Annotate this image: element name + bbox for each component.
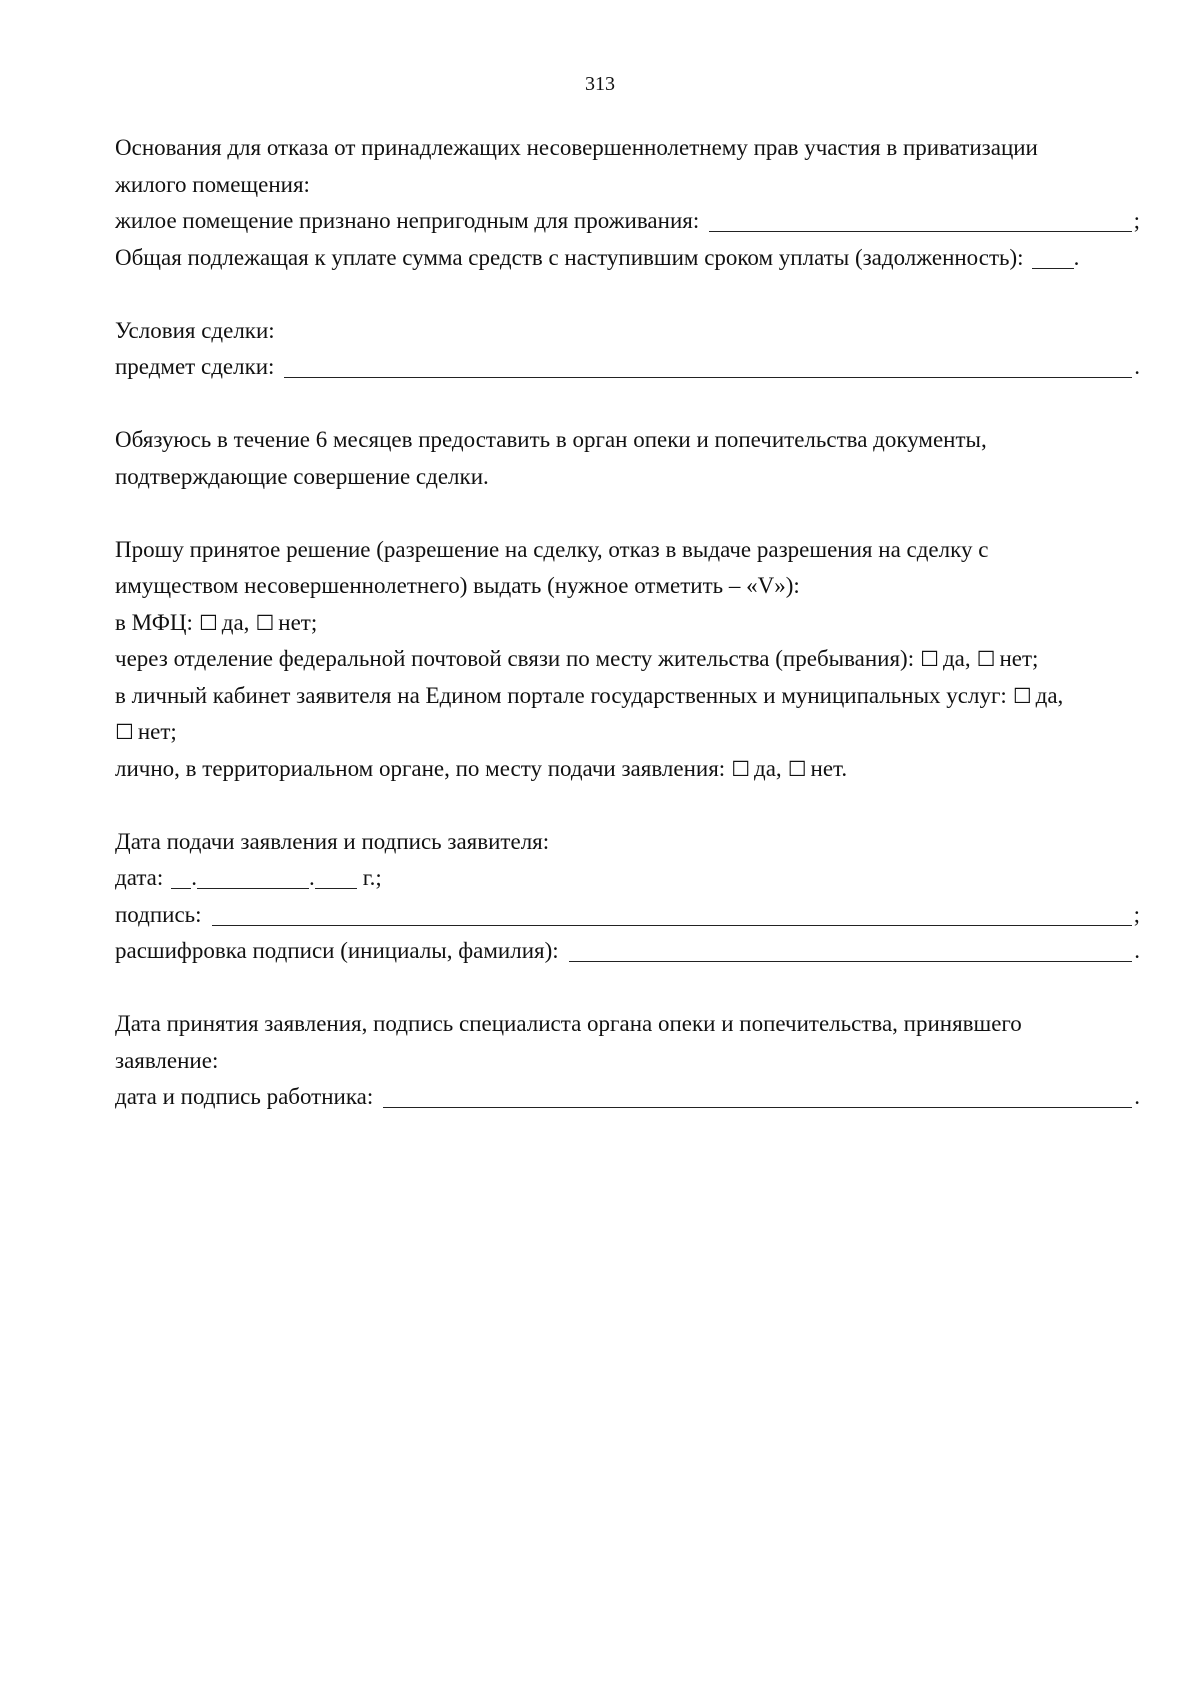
option-no: нет;	[278, 609, 318, 635]
signature-decode-end: .	[1134, 938, 1140, 963]
deal-terms-heading: Условия сделки:	[115, 317, 275, 343]
option-no: нет;	[999, 646, 1039, 671]
signature-label: подпись:	[115, 901, 202, 927]
delivery-option-portal-cont	[115, 714, 1140, 751]
date-row	[115, 860, 1140, 897]
refusal-heading-line2: жилого помещения:	[115, 171, 310, 197]
option-label-personal: лично, в территориальном органе, по месту подачи заявления:	[115, 755, 726, 781]
delivery-request-line1: Прошу принятое решение (разрешение на сделку, отказ в выдаче разрешения на сделку с	[115, 536, 989, 562]
acceptance-heading-line2: заявление:	[115, 1047, 219, 1073]
checkbox-icon[interactable]: ☐	[115, 720, 134, 744]
delivery-option-post	[115, 641, 1140, 678]
checkbox-icon[interactable]: ☐	[731, 756, 751, 781]
checkbox-icon[interactable]: ☐	[1012, 683, 1032, 708]
checkbox-icon[interactable]: ☐	[787, 756, 807, 781]
date-dot: .	[191, 865, 197, 890]
unfit-housing-field[interactable]	[709, 209, 1131, 232]
deal-subject-row	[115, 349, 1140, 386]
debt-end: .	[1073, 244, 1080, 270]
deal-subject-label: предмет сделки:	[115, 354, 275, 379]
option-label-mfc: в МФЦ:	[115, 609, 193, 635]
signature-decode-label: расшифровка подписи (инициалы, фамилия):	[115, 938, 559, 963]
worker-sign-field[interactable]	[383, 1085, 1132, 1108]
date-suffix: г.;	[362, 865, 382, 890]
date-dot: .	[309, 865, 315, 890]
option-yes: да,	[1035, 682, 1064, 708]
form-content	[115, 130, 1140, 1116]
option-yes: да,	[754, 755, 782, 781]
debt-field[interactable]	[1032, 246, 1074, 269]
date-day-field[interactable]	[171, 866, 191, 889]
obligation-line2: подтверждающие совершение сделки.	[115, 463, 489, 489]
signature-decode-field[interactable]	[569, 939, 1133, 962]
unfit-housing-row	[115, 203, 1140, 240]
option-no: нет;	[137, 719, 177, 744]
checkbox-icon[interactable]: ☐	[255, 610, 275, 635]
page-number: 313	[585, 73, 615, 95]
option-yes: да,	[942, 646, 971, 671]
signature-end: ;	[1133, 901, 1140, 927]
delivery-option-portal	[115, 678, 1140, 715]
worker-sign-end: .	[1134, 1084, 1140, 1109]
option-no: нет.	[810, 755, 848, 781]
delivery-option-mfc	[115, 605, 1140, 642]
unfit-housing-label: жилое помещение признано непригодным для проживания:	[115, 208, 700, 233]
obligation-line1: Обязуюсь в течение 6 месяцев предоставить в орган опеки и попечительства документы,	[115, 427, 987, 452]
date-year-field[interactable]	[315, 866, 357, 889]
acceptance-heading-line1: Дата принятия заявления, подпись специалиста органа опеки и попечительства, принявшего	[115, 1011, 1022, 1036]
applicant-sign-heading: Дата подачи заявления и подпись заявителя:	[115, 828, 550, 854]
date-month-field[interactable]	[197, 866, 309, 889]
spacer	[115, 276, 1140, 313]
checkbox-icon[interactable]: ☐	[920, 647, 939, 671]
unfit-housing-end: ;	[1133, 208, 1140, 233]
signature-field[interactable]	[212, 903, 1132, 926]
deal-subject-end: .	[1134, 354, 1140, 379]
checkbox-icon[interactable]: ☐	[976, 647, 996, 671]
date-label: дата:	[115, 865, 164, 890]
signature-decode-row	[115, 933, 1140, 970]
delivery-request-line2: имуществом несовершеннолетнего) выдать (нужное отметить – «V»):	[115, 573, 800, 598]
spacer	[115, 386, 1140, 423]
spacer	[115, 970, 1140, 1007]
deal-subject-field[interactable]	[284, 355, 1132, 378]
delivery-option-personal	[115, 751, 1140, 788]
spacer	[115, 495, 1140, 532]
debt-label: Общая подлежащая к уплате сумма средств с наступившим сроком уплаты (задолженность):	[115, 244, 1024, 270]
worker-sign-row	[115, 1079, 1140, 1116]
refusal-heading-line1: Основания для отказа от принадлежащих несовершеннолетнему прав участия в приватизации	[115, 135, 1038, 160]
worker-sign-label: дата и подпись работника:	[115, 1084, 374, 1109]
checkbox-icon[interactable]: ☐	[198, 610, 218, 635]
spacer	[115, 787, 1140, 824]
signature-row	[115, 897, 1140, 934]
option-label-portal: в личный кабинет заявителя на Едином портале государственных и муниципальных услуг:	[115, 682, 1007, 708]
option-label-post: через отделение федеральной почтовой связи по месту жительства (пребывания):	[115, 646, 915, 671]
option-yes: да,	[221, 609, 250, 635]
debt-row	[115, 240, 1140, 277]
